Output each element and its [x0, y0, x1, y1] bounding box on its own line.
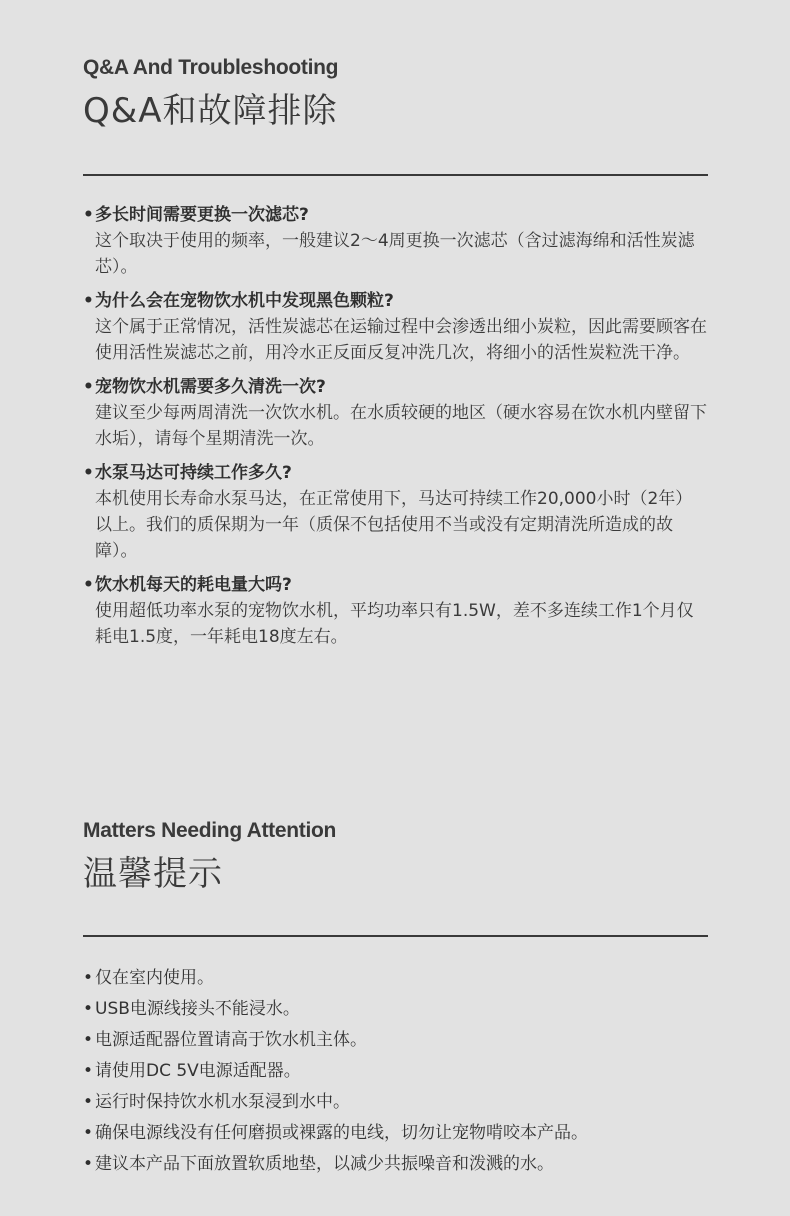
qa-title: Q&A和故障排除 [83, 91, 338, 131]
bullet-icon: • [83, 575, 94, 595]
qa-answer: 这个取决于使用的频率，一般建议2～4周更换一次滤芯（含过滤海绵和活性炭滤芯）。 [95, 231, 695, 277]
qa-item [83, 288, 708, 366]
notice-text: 请使用DC 5V电源适配器。 [95, 1061, 301, 1081]
qa-question: 为什么会在宠物饮水机中发现黑色颗粒? [95, 291, 394, 311]
notice-item [83, 1056, 708, 1087]
notice-title: 温馨提示 [83, 854, 223, 894]
notice-text: 确保电源线没有任何磨损或裸露的电线，切勿让宠物啃咬本产品。 [95, 1123, 588, 1143]
qa-section [83, 54, 708, 658]
notice-list [83, 963, 708, 1180]
qa-item [83, 572, 708, 650]
qa-answer: 本机使用长寿命水泵马达，在正常使用下，马达可持续工作20,000小时（2年）以上。我们的质保期为一年（质保不包括使用不当或没有定期清洗所造成的故障）。 [95, 489, 693, 561]
notice-text: USB电源线接头不能浸水。 [95, 999, 300, 1019]
bullet-icon: • [83, 1123, 94, 1143]
qa-question: 多长时间需要更换一次滤芯? [95, 205, 309, 225]
qa-item [83, 374, 708, 452]
qa-question: 饮水机每天的耗电量大吗? [95, 575, 292, 595]
notice-text: 建议本产品下面放置软质地垫，以减少共振噪音和泼溅的水。 [95, 1154, 554, 1174]
qa-answer: 这个属于正常情况，活性炭滤芯在运输过程中会渗透出细小炭粒，因此需要顾客在使用活性炭滤芯之前，用冷水正反面反复冲洗几次，将细小的活性炭粒洗干净。 [95, 317, 707, 363]
qa-question: 水泵马达可持续工作多久? [95, 463, 292, 483]
notice-text: 运行时保持饮水机水泵浸到水中。 [95, 1092, 350, 1112]
qa-divider [83, 174, 708, 176]
notice-item [83, 1118, 708, 1149]
notice-section [83, 817, 708, 1180]
bullet-icon: • [83, 968, 94, 988]
qa-list [83, 202, 708, 650]
qa-answer: 建议至少每两周清洗一次饮水机。在水质较硬的地区（硬水容易在饮水机内壁留下水垢），请每个星期清洗一次。 [95, 403, 707, 449]
notice-text: 仅在室内使用。 [95, 968, 214, 988]
notice-item [83, 994, 708, 1025]
bullet-icon: • [83, 1092, 94, 1112]
bullet-icon: • [83, 463, 94, 483]
notice-divider [83, 935, 708, 937]
qa-eyebrow: Q&A And Troubleshooting [83, 56, 339, 79]
notice-eyebrow: Matters Needing Attention [83, 819, 337, 842]
notice-item [83, 1087, 708, 1118]
bullet-icon: • [83, 1061, 94, 1081]
bullet-icon: • [83, 1030, 94, 1050]
qa-item [83, 460, 708, 564]
qa-item [83, 202, 708, 280]
notice-text: 电源适配器位置请高于饮水机主体。 [95, 1030, 367, 1050]
bullet-icon: • [83, 999, 94, 1019]
bullet-icon: • [83, 377, 94, 397]
notice-item [83, 963, 708, 994]
notice-item [83, 1149, 708, 1180]
notice-item [83, 1025, 708, 1056]
bullet-icon: • [83, 1154, 94, 1174]
qa-answer: 使用超低功率水泵的宠物饮水机，平均功率只有1.5W，差不多连续工作1个月仅耗电1.5度，一年耗电18度左右。 [95, 601, 694, 647]
qa-question: 宠物饮水机需要多久清洗一次? [95, 377, 326, 397]
bullet-icon: • [83, 291, 94, 311]
bullet-icon: • [83, 205, 94, 225]
